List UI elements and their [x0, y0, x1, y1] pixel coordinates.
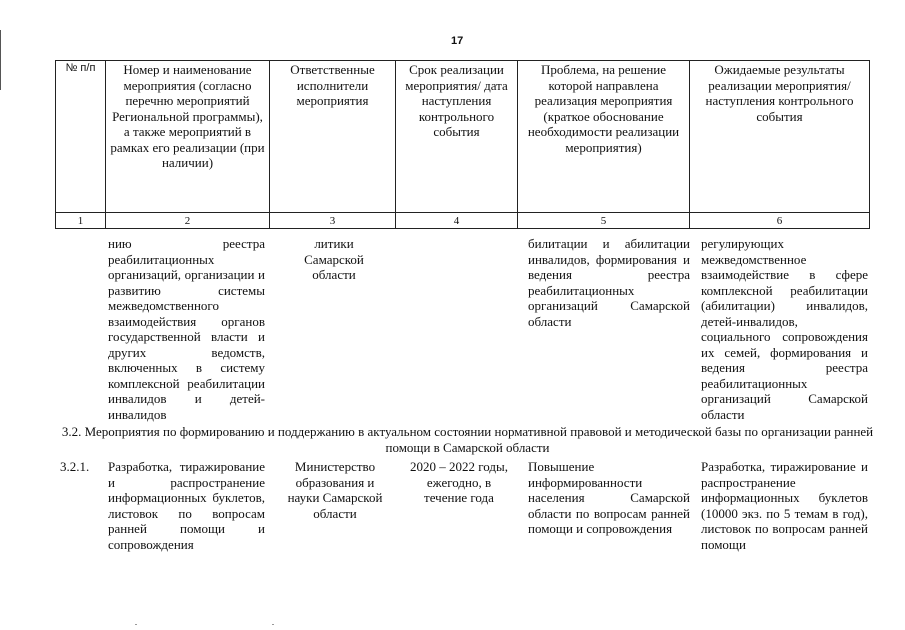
- column-number-2: 2: [106, 213, 270, 229]
- row-results: Разработка, тиражирование и распространение информационных буклетов (10000 экз. по 5 темам в год), листовок по вопросам ранней помощи: [701, 459, 868, 552]
- page-number: 17: [451, 35, 464, 47]
- row-responsible: Министерство образования и науки Самарской области: [287, 459, 383, 521]
- header-col-activity: Номер и наименование мероприятия (согласно перечню мероприятий Региональной программы), а также мероприятий в рамках его реализации (при наличии): [106, 61, 270, 213]
- header-col-problem: Проблема, на решение которой направлена реализация мероприятия (краткое обоснование необходимости реализации мероприятия): [518, 61, 690, 213]
- section-heading: 3.2. Мероприятия по формированию и поддержанию в актуальном состоянии нормативной правовой и методической базы по организации ранней помощи в Самарской области: [61, 424, 874, 455]
- row-number: 3.2.1.: [60, 459, 90, 474]
- column-number-4: 4: [396, 213, 518, 229]
- column-number-5: 5: [518, 213, 690, 229]
- table-header: [55, 60, 870, 229]
- row-activity: Разработка, тиражирование и распространение информационных буклетов, листовок по вопросам ранней помощи и сопровождения: [108, 459, 265, 552]
- header-col-number: № п/п: [56, 61, 106, 213]
- scan-speck: [272, 624, 274, 625]
- scan-speck: [135, 624, 137, 625]
- column-number-3: 3: [270, 213, 396, 229]
- row-problem: Повышение информированности населения Самарской области по вопросам ранней помощи и сопровождения: [528, 459, 690, 536]
- continuation-responsible: литики Самарской области: [304, 236, 364, 282]
- header-col-responsible: Ответственные исполнители мероприятия: [270, 61, 396, 213]
- column-number-1: 1: [56, 213, 106, 229]
- continuation-problem: билитации и абилитации инвалидов, формирования и ведения реестра реабилитационных организаций Самарской области: [528, 236, 690, 329]
- header-col-results: Ожидаемые результаты реализации мероприятия/ наступления контрольного события: [690, 61, 870, 213]
- header-col-deadline: Срок реализации мероприятия/ дата наступления контрольного события: [396, 61, 518, 213]
- continuation-activity: нию реестра реабилитационных организаций, организации и развитию системы межведомственного взаимодействия органов государственной власти и других ведомств, включенных в систему комплексной реабилитации инвалидов и детей-инвалидов: [108, 236, 265, 422]
- row-deadline: 2020 – 2022 годы, ежегодно, в течение года: [410, 459, 508, 505]
- continuation-results: регулирующих межведомственное взаимодействие в сфере комплексной реабилитации (абилитации) инвалидов, детей-инвалидов, социального сопровождения их семей, формирования и ведения реестра реабилитационных организаций Самарской области: [701, 236, 868, 422]
- column-number-6: 6: [690, 213, 870, 229]
